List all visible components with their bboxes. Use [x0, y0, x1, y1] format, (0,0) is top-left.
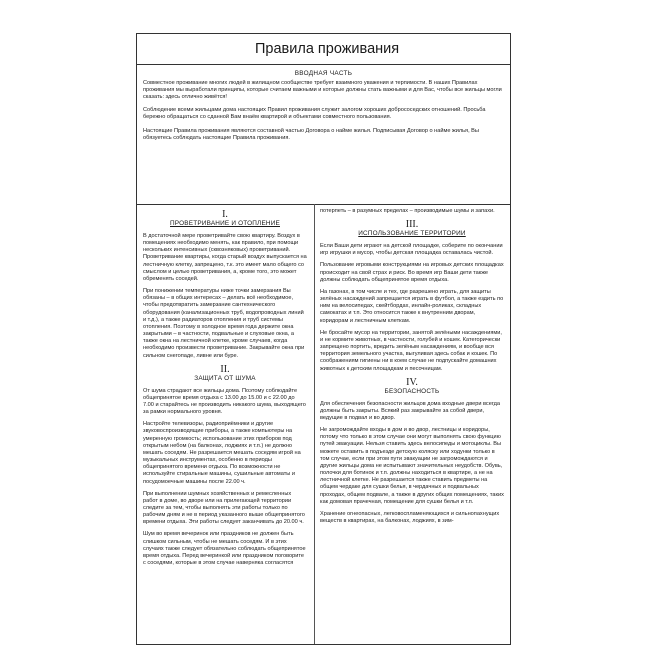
section-title-ventilation: ПРОВЕТРИВАНИЕ И ОТОПЛЕНИЕ [170, 220, 280, 227]
section-numeral: IV. [406, 376, 418, 388]
page-title: Правила проживания [255, 41, 400, 57]
intro-paragraph: Совместное проживание многих людей в жилищном сообществе требует взаимного уважения и терпимости. В наших Правилах проживания мы выработали принципы, которые считаем важными и которые должны стать важными и для Вас, чтобы все жильцы могли сказать: здесь отлично живётся! [143, 80, 502, 101]
section-paragraph: От шума страдают все жильцы дома. Поэтому соблюдайте общепринятое время отдыха с 13.00 до 15.00 и с 22.00 до 7.00 и старайтесь не производить никакого шума, выходящего за рамки нормального уровня. [143, 387, 306, 416]
column-divider [314, 204, 315, 644]
right-column [320, 208, 504, 530]
section-paragraph: При выполнении шумных хозяйственных и ремесленных работ в доме, во дворе или на прилегающей территории следите за тем, чтобы выполнять эти работы только по рабочим дням и не в период указанного выше общепринятого времени отдыха. Эти работы следует заканчивать до 20.00 ч. [143, 490, 305, 526]
section-paragraph: Настройте телевизоры, радиоприёмники и другие звуковоспроизводящие приборы, а также компьютеры на умеренную громкость; использование этих приборов под открытым небом (на балконах, лоджиях и т.п.) не должно мешать соседям. Не разрешается мешать соседям игрой на музыкальных инструментах, особенно в периоды общепринятого времени отдыха. По возможности не используйте стиральные машины, сушильные автоматы и посудомоечные машины после 22.00 ч. [143, 421, 301, 485]
intro-divider [137, 204, 510, 205]
intro-section [143, 70, 504, 148]
intro-paragraph: Настоящие Правила проживания являются составной частью Договора о найме жилья. Подписывая Договор о найме жилья, Вы обязуетесь соблюдать настоящие Правила проживания. [143, 127, 479, 141]
section-paragraph: При понижении температуры ниже точки замерзания Вы обязаны – в общих интересах – делать всё необходимое, чтобы предотвратить замерзание сантехнического оборудования (канализационных труб, водопроводных линий и т.д.), а также радиаторов отопления и труб системы отопления. Поэтому в холодное время года держите окна закрытыми – в частности, подвальные и слуховые окна, а также окна на лестничной клетке, кроме случаев, когда необходимо произвести проветривание. Закрывайте окна при сильном снегопаде, ливне или буре. [143, 288, 305, 359]
section-paragraph: Пользование игровыми конструкциями на игровых детских площадках происходит на свой страх и риск. Во время игр Ваши дети также должны соблюдать общепринятое время отдыха. [320, 262, 504, 283]
section-paragraph: Если Ваши дети играют на детской площадке, соберите по окончании игр игрушки и мусор, чтобы детская площадка оставалась чистой. [320, 243, 503, 257]
section-paragraph: Для обеспечения безопасности жильцов дома входные двери всегда должны быть закрыты. Всякий раз закрывайте за собой двери, ведущие в подвал и во двор. [320, 400, 500, 421]
intro-heading: ВВОДНАЯ ЧАСТЬ [294, 70, 353, 77]
section-paragraph: Не загромождайте входы в дом и во двор, лестницы и коридоры, потому что только в этом случае они могут выполнять свою функцию путей эвакуации. Нельзя ставить здесь велосипеды и мотоциклы. Вы можете оставить в подъезде детскую коляску или ходунки только в том случае, если при этом пути эвакуации не загромождаются и другие жильцы дома не испытывают значительных неудобств. Обувь, полочки для ботинок и т.п. должны находиться в квартире, а не на лестничной клетке. Не разрешается также ставить предметы на общем чердаке для сушки белья, в чердачных и подвальных проходах, общем подвале, а также в других общих помещениях, таких как домовая прачечная, помещение для сушки белья и т.п. [320, 427, 504, 505]
section-paragraph: На газонах, в том числе и тех, где разрешено играть, для защиты зелёных насаждений запрещается играть в футбол, а также ездить по ним на велосипедах, скейтбордах, инлайн-роликах, складных самокатах и т.п. Это относится также к внутренним дворам, коридорам и лестничным клеткам. [320, 288, 504, 324]
rules-sheet [136, 33, 511, 645]
section-numeral: II. [220, 363, 230, 375]
section-paragraph: Шум во время вечеринок или праздников не должен быть слишком сильным, чтобы не мешать соседям. И в этих случаях также следует обязательно соблюдать общепринятое время отдыха. Перед вечеринкой или праздником поговорите с соседями, которые в этом случае наверняка согласятся [143, 531, 306, 567]
section-paragraph: Хранение огнеопасных, легковоспламеняющихся и сильнопахнущих веществ в квартирах, на балконах, лоджиях, в зим- [320, 510, 500, 524]
section-title-security: БЕЗОПАСНОСТЬ [384, 387, 440, 395]
section-paragraph: В достаточной мере проветривайте свою квартиру. Воздух в помещениях необходимо менять, как правило, при помощи нескольких интенсивных (сквозняковых) проветриваний. Проветривание квартиры, когда старый воздух выпускается на лестничную клетку, запрещено, т.к. это имеет мало общего со смыслом и целью проветривания, а, кроме того, это может обременять соседей. [143, 233, 307, 282]
section-title-territory: ИСПОЛЬЗОВАНИЕ ТЕРРИТОРИИ [358, 230, 466, 238]
section-title-noise: ЗАЩИТА ОТ ШУМА [194, 374, 256, 382]
continued-paragraph: потерпеть – в разумных пределах – производимые шумы и запахи. [320, 208, 495, 214]
section-numeral: III. [405, 219, 419, 231]
left-column [143, 208, 307, 572]
title-divider [137, 64, 510, 65]
section-numeral: I. [222, 209, 228, 220]
section-paragraph: Не бросайте мусор на территории, занятой зелёными насаждениями, и не кормите животных, в частности, голубей и кошек. Категорически запрещено портить, вредить зелёным насаждениям, и вообще вся территория земельного участка, выгуливая здесь собак и кошек. По соображениям гигиены ни в коем случае не подпускайте домашних животных к детским площадкам и песочницам. [320, 329, 502, 372]
intro-paragraph: Соблюдение всеми жильцами дома настоящих Правил проживания служит залогом хороших добрососедских отношений. Просьба бережно обращаться со сданной Вам внаём квартирой и объектами совместного пользования. [143, 107, 486, 121]
